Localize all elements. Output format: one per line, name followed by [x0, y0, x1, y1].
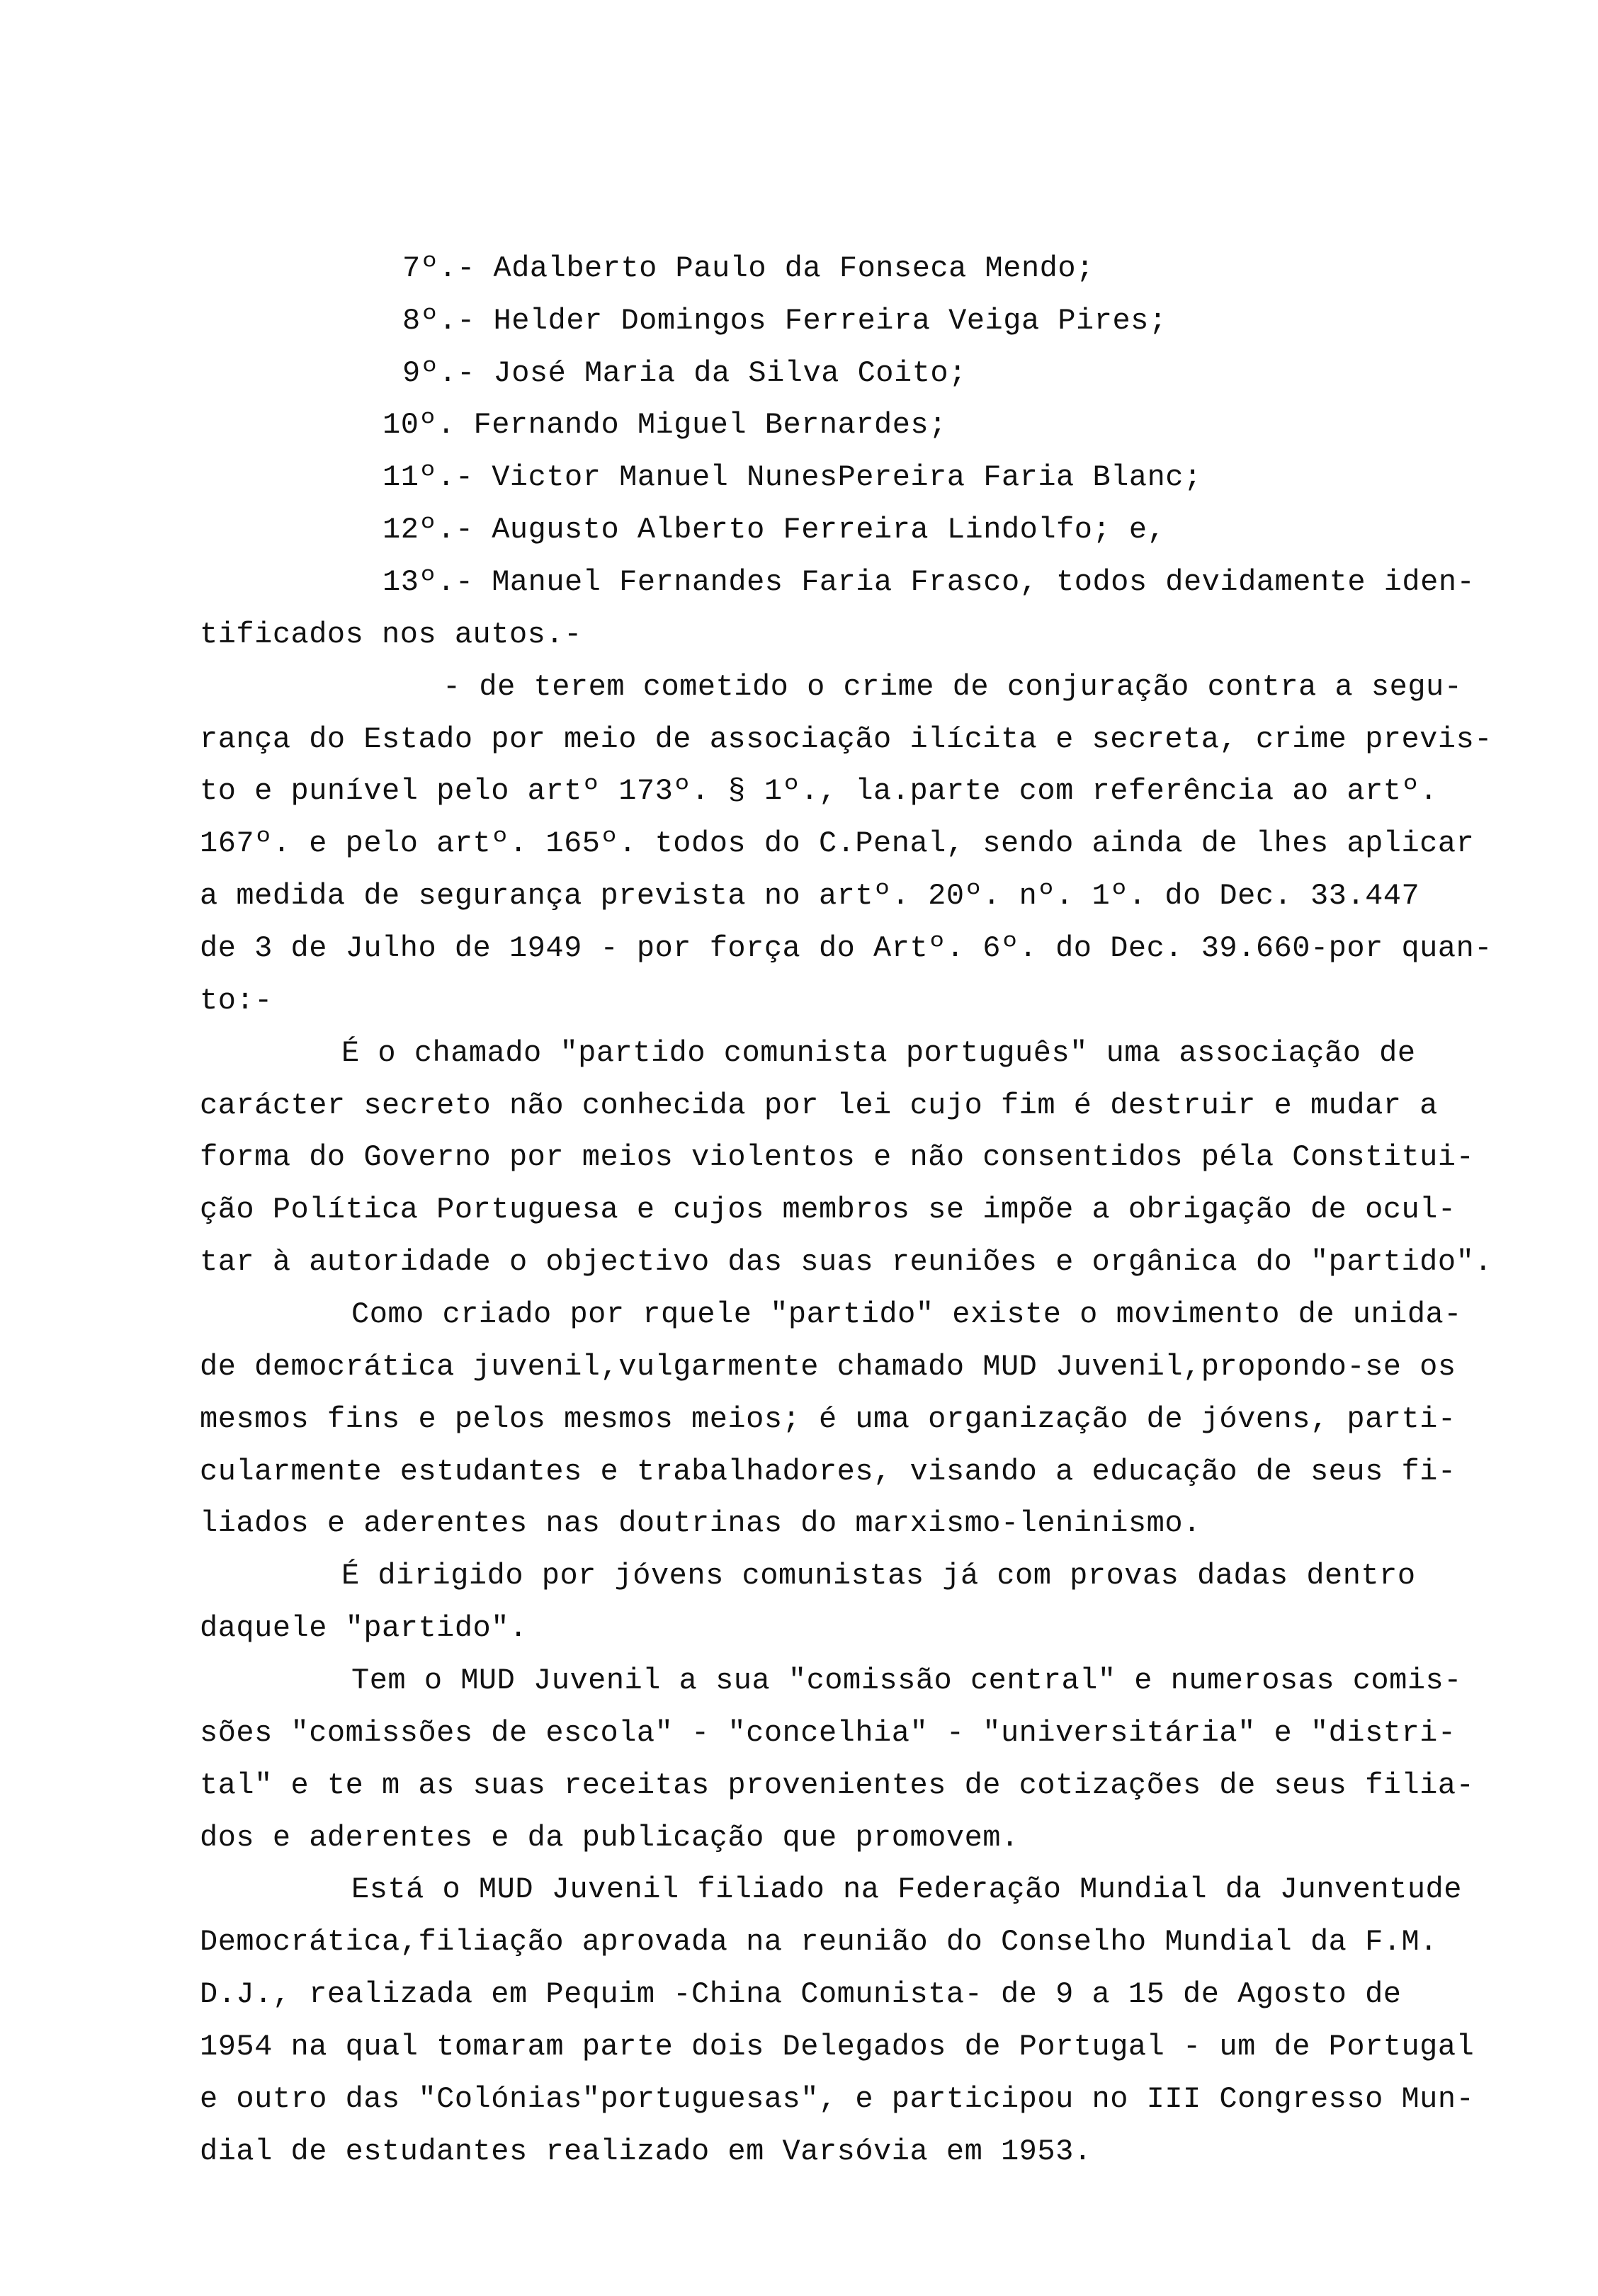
body-line: e outro das "Colónias"portuguesas", e participou no III Congresso Mun- — [200, 2082, 1475, 2116]
body-line: - de terem cometido o crime de conjuração contra a segu- — [443, 670, 1463, 704]
list-item: 12º.- Augusto Alberto Ferreira Lindolfo; e, — [382, 513, 1166, 547]
body-line: 1954 na qual tomaram parte dois Delegados de Portugal - um de Portugal — [200, 2030, 1475, 2064]
body-line: Como criado por rquele "partido" existe o movimento de unida- — [351, 1297, 1462, 1331]
body-line: Tem o MUD Juvenil a sua "comissão central" e numerosas comis- — [351, 1664, 1462, 1698]
body-line: D.J., realizada em Pequim -China Comunista- de 9 a 15 de Agosto de — [200, 1977, 1402, 2011]
body-line: to:- — [200, 984, 273, 1018]
body-line: tal" e te m as suas receitas provenientes de cotizações de seus filia- — [200, 1768, 1475, 1802]
body-line: tar à autoridade o objectivo das suas reuniões e orgânica do "partido". — [200, 1245, 1492, 1279]
body-line: sões "comissões de escola" - "concelhia" - "universitária" e "distri- — [200, 1716, 1456, 1750]
body-line: mesmos fins e pelos mesmos meios; é uma organização de jóvens, parti- — [200, 1402, 1456, 1436]
list-item: 10º. Fernando Miguel Bernardes; — [382, 408, 947, 442]
body-line: dos e aderentes e da publicação que promovem. — [200, 1821, 1019, 1855]
body-line: dial de estudantes realizado em Varsóvia em 1953. — [200, 2135, 1092, 2169]
list-item: 9º.- José Maria da Silva Coito; — [402, 356, 967, 390]
body-line: carácter secreto não conhecida por lei cujo fim é destruir e mudar a — [200, 1089, 1438, 1123]
body-line: de 3 de Julho de 1949 - por força do Artº. 6º. do Dec. 39.660-por quan- — [200, 931, 1492, 965]
body-line: ção Política Portuguesa e cujos membros se impõe a obrigação de ocul- — [200, 1193, 1456, 1227]
body-line: Democrática,filiação aprovada na reunião do Conselho Mundial da F.M. — [200, 1925, 1438, 1959]
list-item: 8º.- Helder Domingos Ferreira Veiga Pires; — [402, 304, 1167, 338]
body-line: É dirigido por jóvens comunistas já com provas dadas dentro — [341, 1559, 1416, 1593]
body-line: daquele "partido". — [200, 1611, 528, 1645]
body-line: É o chamado "partido comunista português" uma associação de — [341, 1036, 1416, 1070]
body-line: a medida de segurança prevista no artº. 20º. nº. 1º. do Dec. 33.447 — [200, 879, 1420, 913]
body-line: liados e aderentes nas doutrinas do marxismo-leninismo. — [200, 1506, 1201, 1540]
body-line: tificados nos autos.- — [200, 618, 582, 652]
body-line: rança do Estado por meio de associação ilícita e secreta, crime previs- — [200, 722, 1492, 756]
body-line: to e punível pelo artº 173º. § 1º., la.parte com referência ao artº. — [200, 774, 1438, 808]
body-line: de democrática juvenil,vulgarmente chamado MUD Juvenil,propondo-se os — [200, 1350, 1456, 1384]
list-item: 13º.- Manuel Fernandes Faria Frasco, todos devidamente iden- — [382, 565, 1475, 599]
body-line: cularmente estudantes e trabalhadores, visando a educação de seus fi- — [200, 1455, 1456, 1489]
body-line: 167º. e pelo artº. 165º. todos do C.Penal, sendo ainda de lhes aplicar — [200, 826, 1475, 860]
body-line: Está o MUD Juvenil filiado na Federação Mundial da Junventude — [351, 1872, 1462, 1906]
list-item: 11º.- Victor Manuel NunesPereira Faria Blanc; — [382, 460, 1202, 494]
body-line: forma do Governo por meios violentos e não consentidos péla Constitui- — [200, 1140, 1475, 1174]
list-item: 7º.- Adalberto Paulo da Fonseca Mendo; — [402, 251, 1094, 285]
